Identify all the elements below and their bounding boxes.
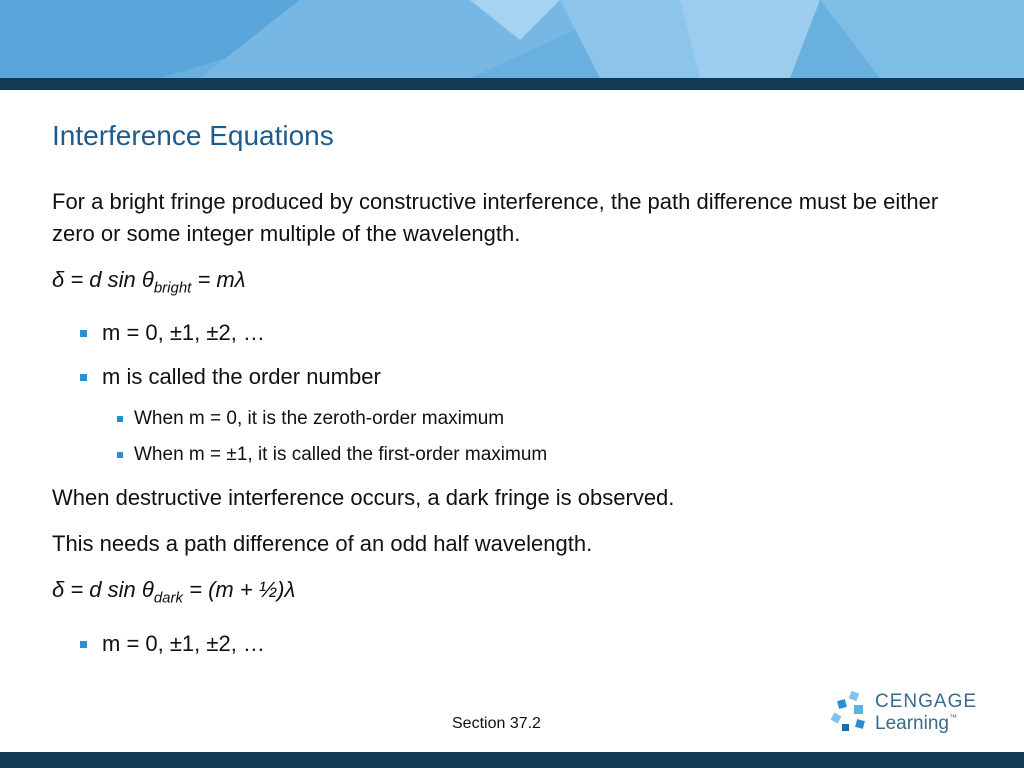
bullet-order-values: [52, 318, 952, 348]
sub-bullet-marker: [117, 452, 123, 458]
equation-bright: [52, 264, 952, 304]
equation-dark-rhs: = (m + ½)λ: [183, 577, 296, 603]
paragraph-half-wavelength: This needs a path difference of an odd half wavelength.: [52, 531, 593, 557]
bullet-dark-order-values: [52, 629, 952, 659]
bullet-marker: [80, 641, 87, 648]
slide-title: Interference Equations: [52, 120, 334, 151]
cengage-mark-icon: [830, 690, 874, 740]
sub-bullet-first: [52, 442, 952, 468]
bullet-marker: [80, 374, 87, 381]
sub-bullet-zeroth: [52, 406, 952, 432]
equation-bright-lhs: δ = d sin θ: [52, 267, 154, 292]
header-banner: [0, 0, 1024, 78]
cengage-logo: [830, 690, 990, 740]
logo-word-learning: [875, 713, 957, 735]
bullet-marker: [80, 330, 87, 337]
sub-bullet-text: When m = ±1, it is called the first-order maximum: [134, 444, 548, 466]
sub-bullet-marker: [117, 416, 123, 422]
logo-word-learning-text: Learning: [875, 713, 949, 734]
footer-rule: [0, 752, 1024, 768]
bullet-text: m = 0, ±1, ±2, …: [102, 630, 265, 656]
paragraph-bright-fringe: For a bright fringe produced by constructive interference, the path difference must be either zero or some integer multiple of the wavelength.: [52, 189, 939, 246]
equation-dark-subscript: dark: [153, 589, 184, 607]
equation-dark: [52, 574, 952, 614]
bullet-text: m = 0, ±1, ±2, …: [102, 320, 265, 346]
sub-bullet-text: When m = 0, it is the zeroth-order maximum: [134, 408, 505, 430]
logo-trademark: ™: [948, 713, 957, 722]
paragraph-destructive: When destructive interference occurs, a dark fringe is observed.: [52, 485, 675, 511]
bullet-text: m is called the order number: [102, 364, 381, 390]
logo-word-cengage: CENGAGE: [875, 691, 978, 712]
bullet-order-number: [52, 362, 952, 392]
equation-bright-subscript: bright: [153, 279, 192, 297]
slide-content: [52, 186, 952, 673]
section-footer: Section 37.2: [452, 715, 541, 732]
equation-bright-rhs: = mλ: [191, 267, 246, 292]
equation-dark-lhs: δ = d sin θ: [52, 577, 154, 603]
header-rule: [0, 78, 1024, 90]
